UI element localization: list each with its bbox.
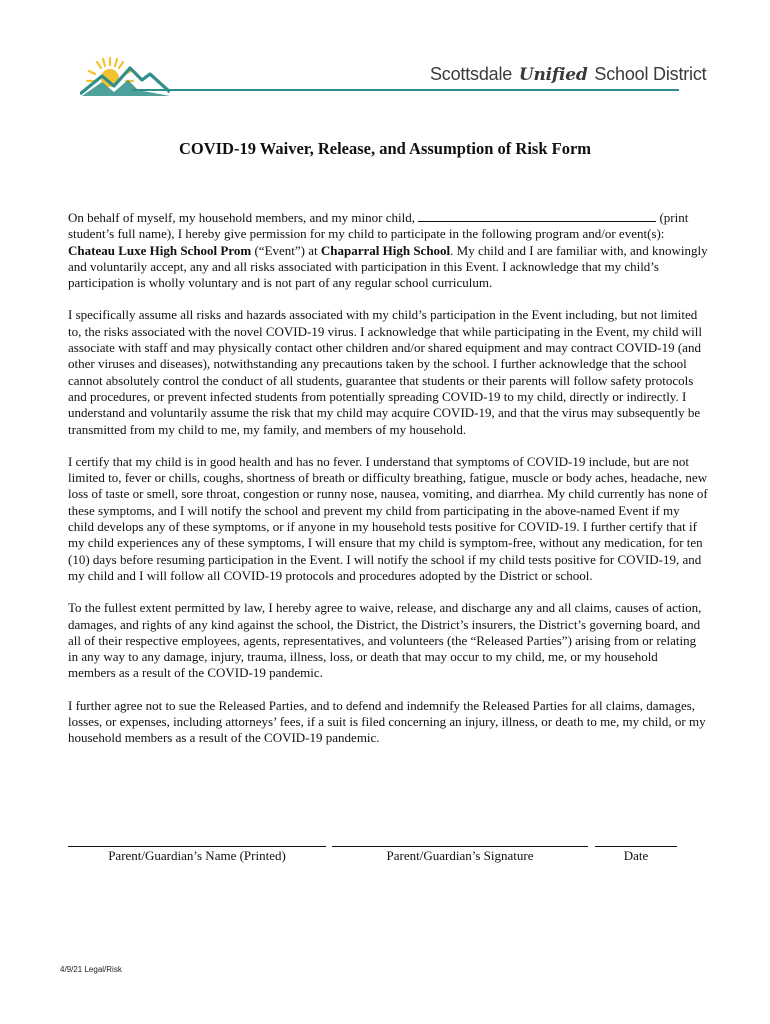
- form-title: COVID-19 Waiver, Release, and Assumption of Risk Form: [178, 139, 592, 158]
- parent-signature-label: Parent/Guardian’s Signature: [386, 848, 534, 863]
- district-logo-icon: [80, 52, 170, 98]
- paragraph-5: I further agree not to sue the Released Parties, and to defend and indemnify the Released Parties for all claims, damages, losses, or expenses, including attorneys’ fees, if a suit is filed concerning an injury, illness, or death to me, my child, or my household members as a result of the COVID-19 pandemic.: [68, 697, 706, 746]
- date-label: Date: [623, 848, 649, 863]
- paragraph-4: To the fullest extent permitted by law, I hereby agree to waive, release, and discharge any and all claims, causes of action, damages, and rights of any kind against the school, the District, the District’s insurers, the District’s governing board, and all of their respective employees, agents, representatives, and volunteers (the “Released Parties”) arising from or relating in any way to any damage, injury, trauma, illness, loss, or death that may occur to my child, me, or my household members as a result of the COVID-19 pandemic.: [68, 600, 702, 681]
- district-name: [430, 64, 706, 85]
- school-name: Chaparral High School: [320, 242, 451, 258]
- district-name-unified: Unified: [518, 65, 588, 85]
- footer-text: 4/9/21 Legal/Risk: [60, 965, 122, 974]
- p1-intro: On behalf of myself, my household members, and my minor child,: [68, 210, 415, 225]
- header-rule: [132, 89, 679, 91]
- paragraph-2: I specifically assume all risks and hazards associated with my child’s participation in the Event including, but not limited to, the risks associated with the novel COVID-19 virus. I acknowledge that while participating in the Event, my child will associate with staff and may physically contact other children and/or shared equipment and may contract COVID-19 (and other viruses and diseases), notwithstanding any precautions taken by the school. I further acknowledge that the school cannot absolutely control the conduct of all students, guarantee that students or their parents will follow safety protocols and procedures, or prevent infected students from potentially spreading COVID-19 to my child, directly or indirectly. I understand and voluntarily assume the risk that my child may acquire COVID-19, and that the virus may subsequently be transmitted from my child to me, my family, and members of my household.: [68, 307, 702, 437]
- paragraph-3: I certify that my child is in good health and has no fever. I understand that symptoms of COVID-19 include, but are not limited to, fever or chills, coughs, shortness of breath or difficulty breathing, fatigue, muscle or body aches, headache, new loss of taste or smell, sore throat, congestion or runny nose, nausea, vomiting, and diarrhea. My child currently has none of these symptoms, and I will notify the school and prevent my child from participating in the above-named Event if my child develops any of these symptoms, or if anyone in my household tests positive for COVID-19. I further certify that if my child experiences any of these symptoms, I will ensure that my child is symptom-free, without any medication, for ten (10) days before resuming participation in the Event. I will notify the school if my child tests positive for COVID-19, and my child and I will follow all COVID-19 protocols and procedures adopted by the District or school.: [68, 453, 708, 583]
- parent-name-label: Parent/Guardian’s Name (Printed): [108, 848, 286, 863]
- p1-acknowledge: . My child and I are familiar with, and knowingly and voluntarily accept, any and all risks associated with participation in this Event. I acknowledge that my child’s participation is wholly voluntary and is not part of any regular school curriculum.: [68, 242, 708, 291]
- p1-event-at: (“Event”) at: [254, 242, 318, 258]
- district-name-post: School District: [594, 64, 707, 84]
- form-body: [68, 210, 708, 763]
- student-name-field[interactable]: [418, 210, 656, 222]
- district-name-pre: Scottsdale: [430, 64, 513, 84]
- p1-permission: (print student’s full name), I hereby give permission for my child to participate in the following program and/or event(s):: [68, 210, 689, 242]
- paragraph-1: [68, 210, 708, 291]
- event-name: Chateau Luxe High School Prom: [68, 242, 252, 258]
